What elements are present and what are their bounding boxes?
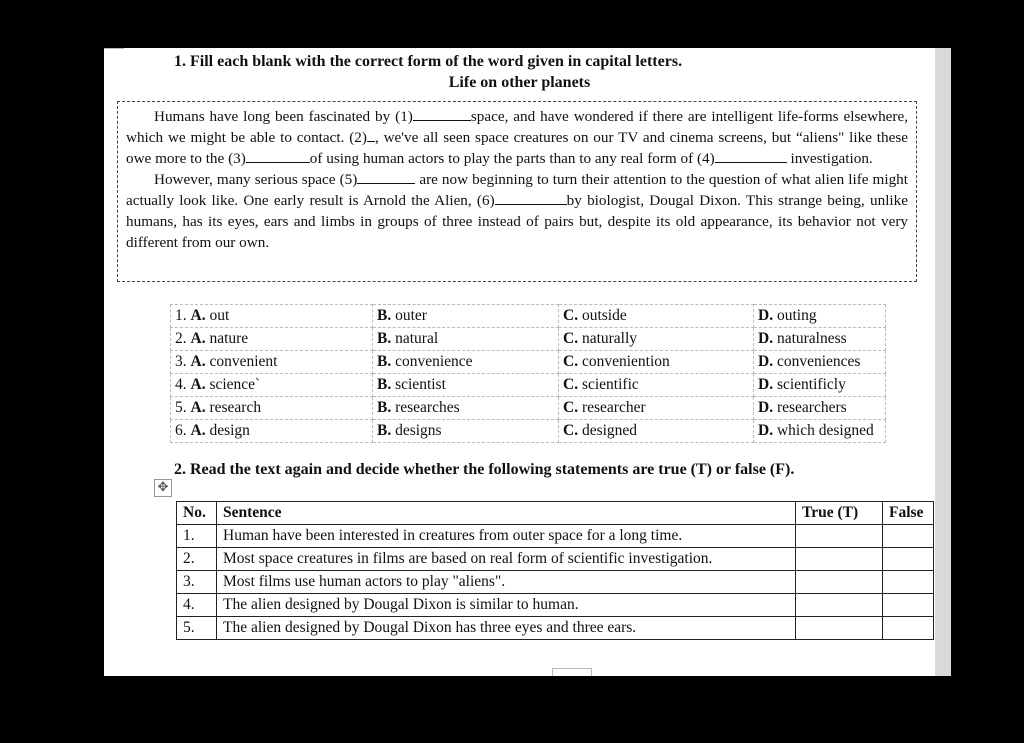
option-row <box>171 397 886 420</box>
false-answer-cell[interactable] <box>883 525 934 548</box>
passage-box <box>117 101 917 282</box>
blank-4 <box>715 148 787 163</box>
blank-5 <box>357 169 415 184</box>
option-c <box>559 351 754 374</box>
false-answer-cell[interactable] <box>883 594 934 617</box>
option-letter: C. <box>563 307 579 324</box>
option-a <box>171 328 373 351</box>
exercise-2-title: 2. Read the text again and decide whether the following statements are true (T) or false (F). <box>174 461 795 478</box>
option-text: researches <box>395 399 460 416</box>
option-text: convenience <box>395 353 473 370</box>
table-row <box>177 571 934 594</box>
blank-2 <box>367 127 375 142</box>
option-a <box>171 397 373 420</box>
header-false: False <box>883 502 934 525</box>
page-corner-mark <box>104 48 124 49</box>
option-a <box>171 351 373 374</box>
false-answer-cell[interactable] <box>883 617 934 640</box>
option-letter: D. <box>758 399 774 416</box>
true-answer-cell[interactable] <box>796 571 883 594</box>
option-d <box>754 351 886 374</box>
vertical-scrollbar[interactable] <box>935 48 951 676</box>
option-letter: D. <box>758 330 774 347</box>
option-letter: C. <box>563 376 579 393</box>
option-number: 2. <box>175 330 187 347</box>
option-a <box>171 374 373 397</box>
option-letter: A. <box>190 422 206 439</box>
true-answer-cell[interactable] <box>796 525 883 548</box>
option-text: scientificly <box>776 376 846 393</box>
option-text: researcher <box>581 399 646 416</box>
option-letter: C. <box>563 422 579 439</box>
blank-6 <box>495 190 567 205</box>
row-sentence: Human have been interested in creatures from outer space for a long time. <box>217 525 796 548</box>
option-d <box>754 420 886 443</box>
option-letter: B. <box>377 353 392 370</box>
table-header-row <box>177 502 934 525</box>
option-d <box>754 328 886 351</box>
option-text: naturalness <box>776 330 847 347</box>
option-b <box>373 328 559 351</box>
option-number: 1. <box>175 307 187 324</box>
row-sentence: Most films use human actors to play "aliens". <box>217 571 796 594</box>
option-text: scientist <box>395 376 446 393</box>
true-answer-cell[interactable] <box>796 594 883 617</box>
header-no: No. <box>177 502 217 525</box>
table-row <box>177 617 934 640</box>
exercise-1-title: 1. Fill each blank with the correct form of the word given in capital letters. <box>174 53 683 70</box>
passage-text: , we've all seen space creatures on our TV and cinema screens, but “aliens" like these owe more to the (3) <box>126 129 908 167</box>
header-true: True (T) <box>796 502 883 525</box>
blank-1 <box>413 106 471 121</box>
option-text: science` <box>209 376 261 393</box>
row-number: 2. <box>177 548 217 571</box>
passage-text: space, and have wondered if there are intelligent life-forms elsewhere, which we might be able to contact. (2) <box>126 108 908 146</box>
option-row <box>171 420 886 443</box>
option-c <box>559 397 754 420</box>
option-b <box>373 305 559 328</box>
option-b <box>373 374 559 397</box>
option-d <box>754 305 886 328</box>
options-table <box>170 304 886 443</box>
option-text: design <box>209 422 250 439</box>
passage-text: investigation. <box>786 150 873 167</box>
passage-text: Humans have long been fascinated by (1) <box>154 108 413 125</box>
option-number: 5. <box>175 399 187 416</box>
move-handle-icon[interactable]: ✥ <box>154 479 172 497</box>
true-answer-cell[interactable] <box>796 617 883 640</box>
option-letter: B. <box>377 376 392 393</box>
true-false-table <box>176 501 934 640</box>
option-text: convenient <box>209 353 278 370</box>
option-letter: B. <box>377 330 392 347</box>
option-number: 4. <box>175 376 187 393</box>
option-c <box>559 305 754 328</box>
option-text: outing <box>776 307 817 324</box>
header-sentence: Sentence <box>217 502 796 525</box>
row-number: 3. <box>177 571 217 594</box>
option-letter: B. <box>377 422 392 439</box>
option-text: research <box>209 399 262 416</box>
option-letter: D. <box>758 307 774 324</box>
option-letter: A. <box>190 353 206 370</box>
option-text: conveniention <box>581 353 670 370</box>
row-number: 4. <box>177 594 217 617</box>
passage-paragraph-2 <box>126 169 908 253</box>
option-letter: A. <box>190 307 206 324</box>
option-letter: B. <box>377 307 392 324</box>
option-letter: D. <box>758 376 774 393</box>
passage-title: Life on other planets <box>448 74 591 91</box>
option-letter: D. <box>758 422 774 439</box>
option-text: outside <box>581 307 627 324</box>
passage-text: However, many serious space (5) <box>154 171 358 188</box>
option-text: conveniences <box>776 353 861 370</box>
false-answer-cell[interactable] <box>883 571 934 594</box>
option-b <box>373 420 559 443</box>
option-letter: C. <box>563 353 579 370</box>
option-number: 3. <box>175 353 187 370</box>
option-text: natural <box>395 330 439 347</box>
option-b <box>373 351 559 374</box>
option-c <box>559 328 754 351</box>
option-letter: A. <box>190 330 206 347</box>
table-row <box>177 594 934 617</box>
option-row <box>171 328 886 351</box>
option-row <box>171 374 886 397</box>
row-sentence: The alien designed by Dougal Dixon has three eyes and three ears. <box>217 617 796 640</box>
option-text: scientific <box>581 376 639 393</box>
document-page <box>104 48 935 676</box>
option-letter: D. <box>758 353 774 370</box>
option-text: which designed <box>776 422 874 439</box>
option-letter: B. <box>377 399 392 416</box>
passage-text: are now beginning to turn their attention to the question of what alien life might actually look like. One early result is Arnold the Alien, (6) <box>126 171 908 209</box>
option-text: out <box>209 307 230 324</box>
row-number: 1. <box>177 525 217 548</box>
blank-3 <box>246 148 310 163</box>
page-break-tab <box>552 668 592 676</box>
option-text: naturally <box>581 330 638 347</box>
table-row <box>177 525 934 548</box>
true-answer-cell[interactable] <box>796 548 883 571</box>
option-d <box>754 374 886 397</box>
passage-text: of using human actors to play the parts than to any real form of (4) <box>309 150 715 167</box>
option-text: designs <box>395 422 442 439</box>
option-a <box>171 420 373 443</box>
option-d <box>754 397 886 420</box>
option-row <box>171 305 886 328</box>
option-letter: C. <box>563 330 579 347</box>
option-a <box>171 305 373 328</box>
option-b <box>373 397 559 420</box>
row-sentence: The alien designed by Dougal Dixon is similar to human. <box>217 594 796 617</box>
table-row <box>177 548 934 571</box>
row-sentence: Most space creatures in films are based on real form of scientific investigation. <box>217 548 796 571</box>
option-number: 6. <box>175 422 187 439</box>
option-row <box>171 351 886 374</box>
option-text: outer <box>395 307 427 324</box>
option-text: researchers <box>776 399 847 416</box>
option-letter: C. <box>563 399 579 416</box>
false-answer-cell[interactable] <box>883 548 934 571</box>
option-c <box>559 420 754 443</box>
option-c <box>559 374 754 397</box>
option-letter: A. <box>190 399 206 416</box>
passage-paragraph-1 <box>126 106 908 169</box>
option-text: designed <box>581 422 638 439</box>
option-text: nature <box>209 330 249 347</box>
passage-text: by biologist, Dougal Dixon. This strange being, unlike humans, has its eyes, ears and limbs in groups of three instead of pairs but, despite its old appearance, its behavior not very different from our own. <box>126 192 908 251</box>
row-number: 5. <box>177 617 217 640</box>
option-letter: A. <box>190 376 206 393</box>
